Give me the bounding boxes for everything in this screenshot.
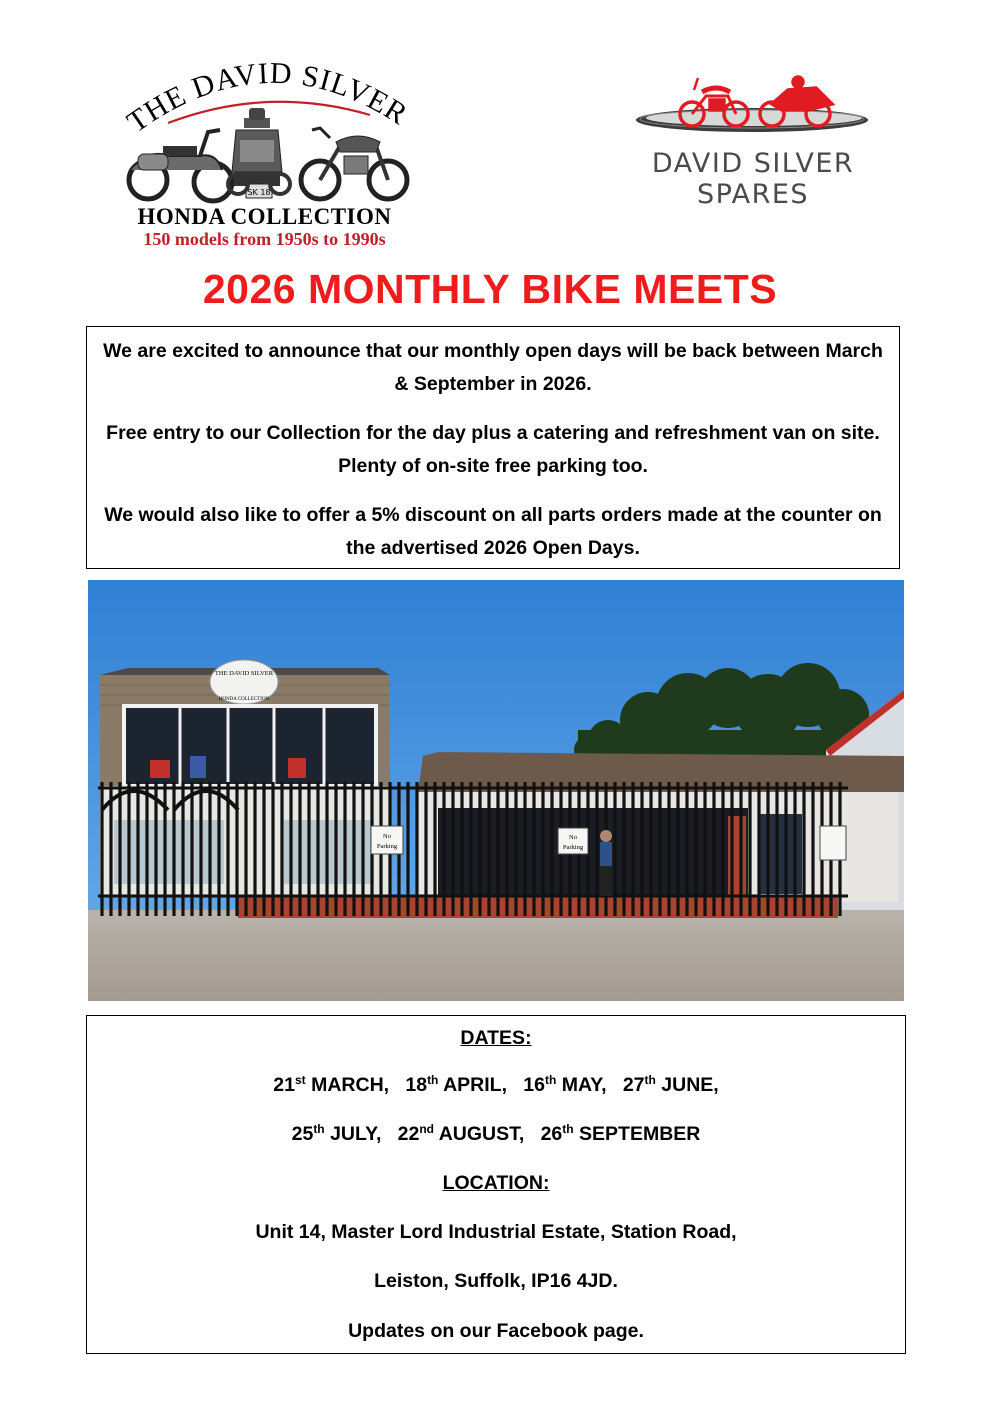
page-title: 2026 MONTHLY BIKE MEETS	[202, 266, 778, 312]
intro-box	[86, 326, 900, 569]
scooter-icon	[129, 130, 232, 201]
no-parking-sign-1-line1: No	[383, 833, 391, 840]
motorcycle-icon	[301, 128, 407, 199]
date-march: 21st MARCH,	[273, 1073, 390, 1096]
no-parking-sign-1-line2: Parking	[376, 843, 398, 850]
date-july: 25th JULY,	[291, 1122, 382, 1145]
spares-logo-line1: DAVID SILVER	[651, 148, 855, 179]
intro-paragraph-2: Free entry to our Collection for the day plus a catering and refreshment van on site. Plenty of on-site free parking too.	[106, 422, 880, 477]
statue-plate-text: SK 18	[247, 188, 271, 197]
dates-row-1	[87, 1074, 905, 1097]
intro-paragraph-1: We are excited to announce that our monthly open days will be back between March & September in 2026.	[103, 340, 883, 395]
building-photo	[88, 580, 904, 1001]
honda-collection-title: HONDA COLLECTION	[137, 204, 392, 229]
location-heading: LOCATION:	[442, 1172, 550, 1194]
spares-logo-line2: SPARES	[696, 179, 810, 210]
intro-paragraph-3: We would also like to offer a 5% discount on all parts orders made at the counter on the advertised 2026 Open Days.	[104, 504, 882, 559]
date-september: 26th SEPTEMBER	[540, 1122, 701, 1145]
logo-arc-text: THE DAVID SILVER	[121, 60, 414, 140]
dates-row-2	[87, 1123, 905, 1146]
location-line-2: Leiston, Suffolk, IP16 4JD.	[374, 1270, 618, 1292]
building-sign-subtext: HONDA COLLECTION	[218, 697, 270, 702]
date-may: 16th MAY,	[523, 1073, 607, 1096]
date-april: 18th APRIL,	[405, 1073, 508, 1096]
dates-location-box	[86, 1015, 906, 1354]
building-sign-text: THE DAVID SILVER	[214, 670, 274, 677]
date-august: 22nd AUGUST,	[397, 1122, 525, 1145]
no-parking-sign-2-line2: Parking	[562, 844, 584, 851]
honda-collection-subtitle: 150 models from 1950s to 1990s	[143, 229, 386, 249]
location-line-1: Unit 14, Master Lord Industrial Estate, Station Road,	[255, 1221, 737, 1243]
facebook-updates-text: Updates on our Facebook page.	[348, 1320, 644, 1342]
no-parking-sign-2-line1: No	[569, 834, 577, 841]
statue-icon	[228, 108, 290, 198]
date-june: 27th JUNE,	[622, 1073, 719, 1096]
dates-heading: DATES:	[460, 1027, 532, 1049]
